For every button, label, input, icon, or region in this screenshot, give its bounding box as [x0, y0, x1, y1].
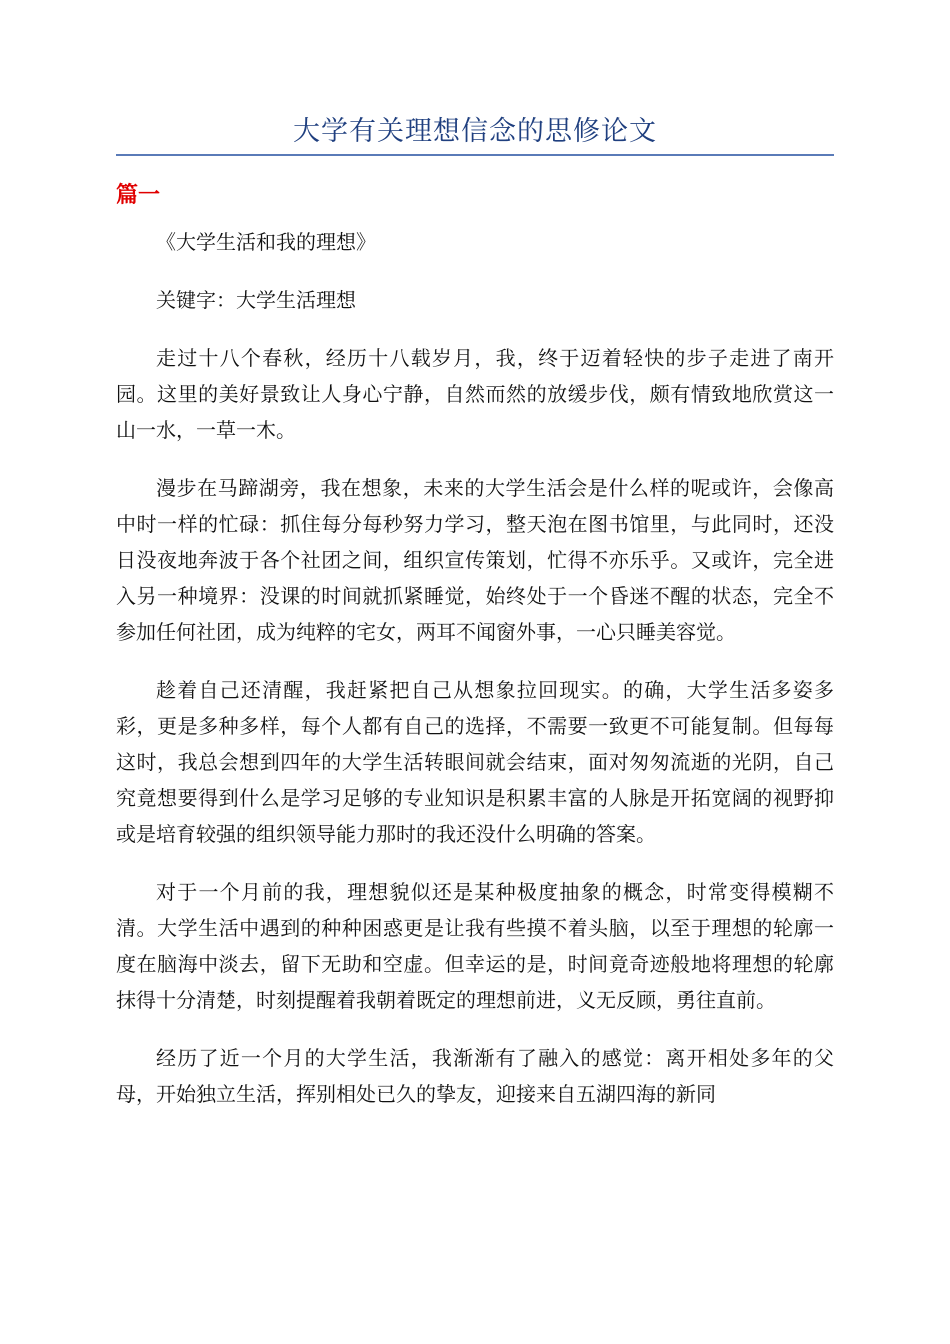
essay-title: 《大学生活和我的理想》 — [156, 230, 376, 254]
section-heading: 篇一 — [116, 183, 161, 208]
body-paragraph: 对于一个月前的我，理想貌似还是某种极度抽象的概念，时常变得模糊不清。大学生活中遇到的种种困惑更是让我有些摸不着头脑，以至于理想的轮廓一度在脑海中淡去，留下无助和空虚。但幸运的是，时间竟奇迹般地将理想的轮廓抹得十分清楚，时刻提醒着我朝着既定的理想前进，义无反顾，勇往直前。 — [116, 880, 834, 1012]
body-paragraph: 趁着自己还清醒，我赶紧把自己从想象拉回现实。的确，大学生活多姿多彩，更是多种多样，每个人都有自己的选择，不需要一致更不可能复制。但每每这时，我总会想到四年的大学生活转眼间就会结束，面对匆匆流逝的光阴，自己究竟想要得到什么是学习足够的专业知识是积累丰富的人脉是开拓宽阔的视野抑或是培育较强的组织领导能力那时的我还没什么明确的答案。 — [116, 678, 834, 846]
keywords-line: 关键字：大学生活理想 — [156, 288, 356, 312]
document-title: 大学有关理想信念的思修论文 — [293, 116, 657, 147]
document-body — [116, 224, 834, 1112]
body-paragraph: 漫步在马蹄湖旁，我在想象，未来的大学生活会是什么样的呢或许，会像高中时一样的忙碌：抓住每分每秒努力学习，整天泡在图书馆里，与此同时，还没日没夜地奔波于各个社团之间，组织宣传策划，忙得不亦乐乎。又或许，完全进入另一种境界：没课的时间就抓紧睡觉，始终处于一个昏迷不醒的状态，完全不参加任何社团，成为纯粹的宅女，两耳不闻窗外事，一心只睡美容觉。 — [116, 476, 834, 644]
body-paragraph: 经历了近一个月的大学生活，我渐渐有了融入的感觉：离开相处多年的父母，开始独立生活，挥别相处已久的挚友，迎接来自五湖四海的新同 — [116, 1046, 834, 1106]
body-paragraph: 走过十八个春秋，经历十八载岁月，我，终于迈着轻快的步子走进了南开园。这里的美好景致让人身心宁静，自然而然的放缓步伐，颇有情致地欣赏这一山一水，一草一木。 — [116, 346, 834, 442]
title-underline — [116, 154, 834, 156]
